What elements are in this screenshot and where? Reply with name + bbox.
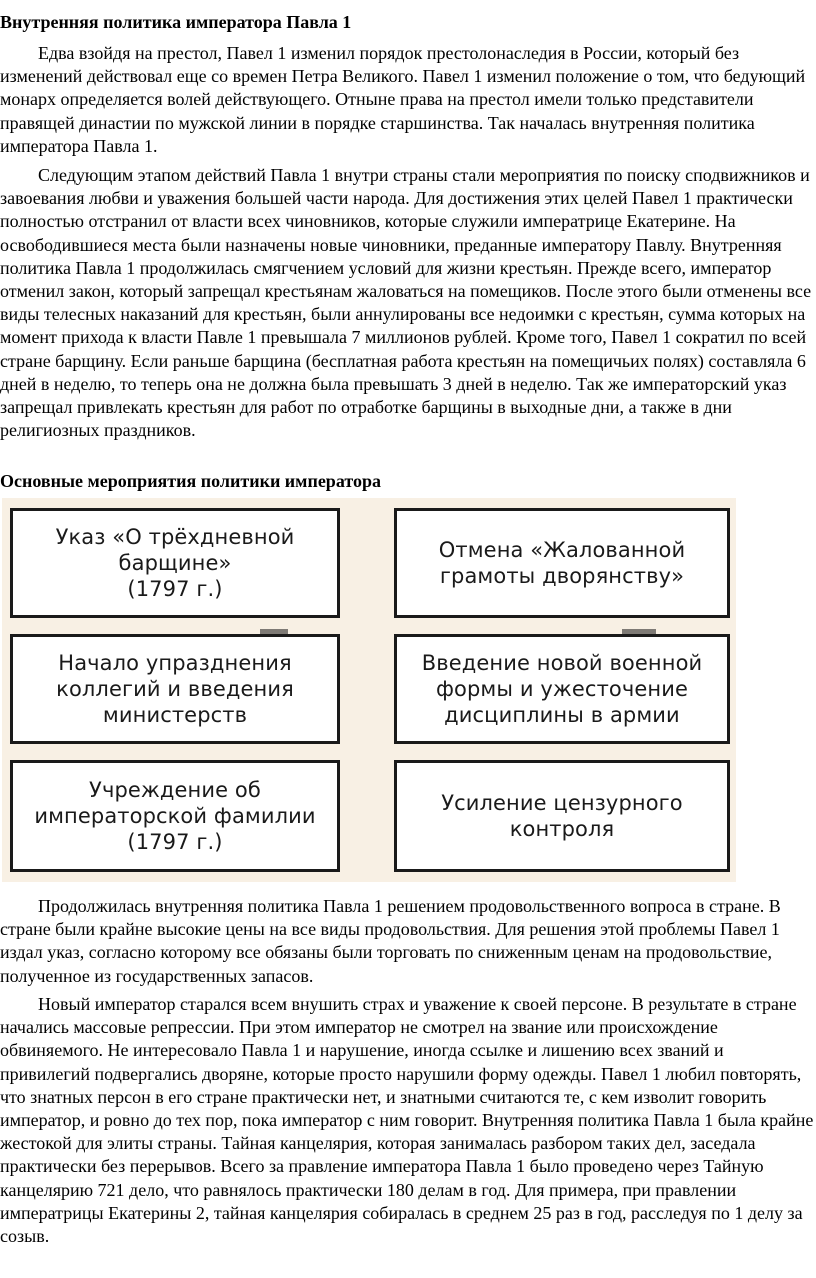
- paragraph-reforms: Следующим этапом действий Павла 1 внутри страны стали мероприятия по поиску сподвижников и завоевания любви и уважения большей части народа. Для достижения этих целей Павел 1 практически полностью отстранил от власти всех чиновников, которые служили императрице Екатерине. На освободившиеся места были назначены новые чиновники, преданные императору Павлу. Внутренняя политика Павла 1 продолжилась смягчением условий для жизни крестьян. Прежде всего, император отменил закон, который запрещал крестьянам жаловаться на помещиков. После этого были отменены все виды телесных наказаний для крестьян, были аннулированы все недоимки с крестьян, сумма которых на момент прихода к власти Павле 1 превышала 7 миллионов рублей. Кроме того, Павел 1 сократил по всей стране барщину. Если раньше барщина (бесплатная работа крестьян на помещичьих полях) составляла 6 дней в неделю, то теперь она не должна была превышать 3 дней в неделю. Так же императорский указ запрещал привлекать крестьян для работ по отработке барщины в выходные дни, а также в дни религиозных праздников.: [0, 165, 812, 441]
- scheme-box-three-day-barshchina: Указ «О трёхдневной барщине» (1797 г.): [10, 508, 340, 618]
- paragraph-succession: Едва взойдя на престол, Павел 1 изменил порядок престолонаследия в России, который без изменений действовал еще со времен Петра Великого. Павел 1 изменил положение о том, что бедующий монарх определяется волей действующего. Отныне права на престол имели только представители правящей династии по мужской линии в порядке старшинства. Так началась внутренняя политика императора Павла 1.: [0, 43, 806, 156]
- scheme-box-charter-repeal: Отмена «Жалованной грамоты дворянству»: [394, 508, 730, 618]
- paragraph-repressions: Новый император старался всем внушить страх и уважение к своей персоне. В результате в стране начались массовые репрессии. При этом император не смотрел на звание или происхождение обвиняемого. Не интересовало Павла 1 и нарушение, иногда ссылке и лишению всех званий и привилегий подвергались дворяне, которые просто нарушили форму одежды. Павел 1 любил повторять, что знатных персон в его стране практически нет, и знатными считаются те, с кем изволит говорить император, и ровно до тех пор, пока император с ним говорит. Внутренняя политика Павла 1 была крайне жестокой для элиты страны. Тайная канцелярия, которая занималась разбором таких дел, заседала практически без перерывов. Всего за правление императора Павла 1 было проведено через Тайную канцелярию 721 дело, что равнялось практически 180 делам в год. Для примера, при правлении императрицы Екатерины 2, тайная канцелярия собиралась в среднем 25 раз в год, расследуя по 1 делу за созыв.: [0, 994, 814, 1247]
- scheme-box-ministries: Начало упразднения коллегий и введения министерств: [10, 634, 340, 744]
- scheme-box-censorship: Усиление цензурного контроля: [394, 760, 730, 872]
- section-heading: Основные мероприятия политики императора: [0, 471, 381, 491]
- scheme-box-military-uniform: Введение новой военной формы и ужесточение дисциплины в армии: [394, 634, 730, 744]
- page-title: Внутренняя политика императора Павла 1: [0, 12, 352, 32]
- policy-scheme-image: [2, 498, 736, 882]
- paragraph-food-policy: Продолжилась внутренняя политика Павла 1 решением продовольственного вопроса в стране. В стране были крайне высокие цены на все виды продовольствия. Для решения этой проблемы Павел 1 издал указ, согласно которому все обязаны были торговать по сниженным ценам на продовольствие, полученное из государственных запасов.: [0, 896, 781, 986]
- scheme-box-imperial-family: Учреждение об императорской фамилии (1797 г.): [10, 760, 340, 872]
